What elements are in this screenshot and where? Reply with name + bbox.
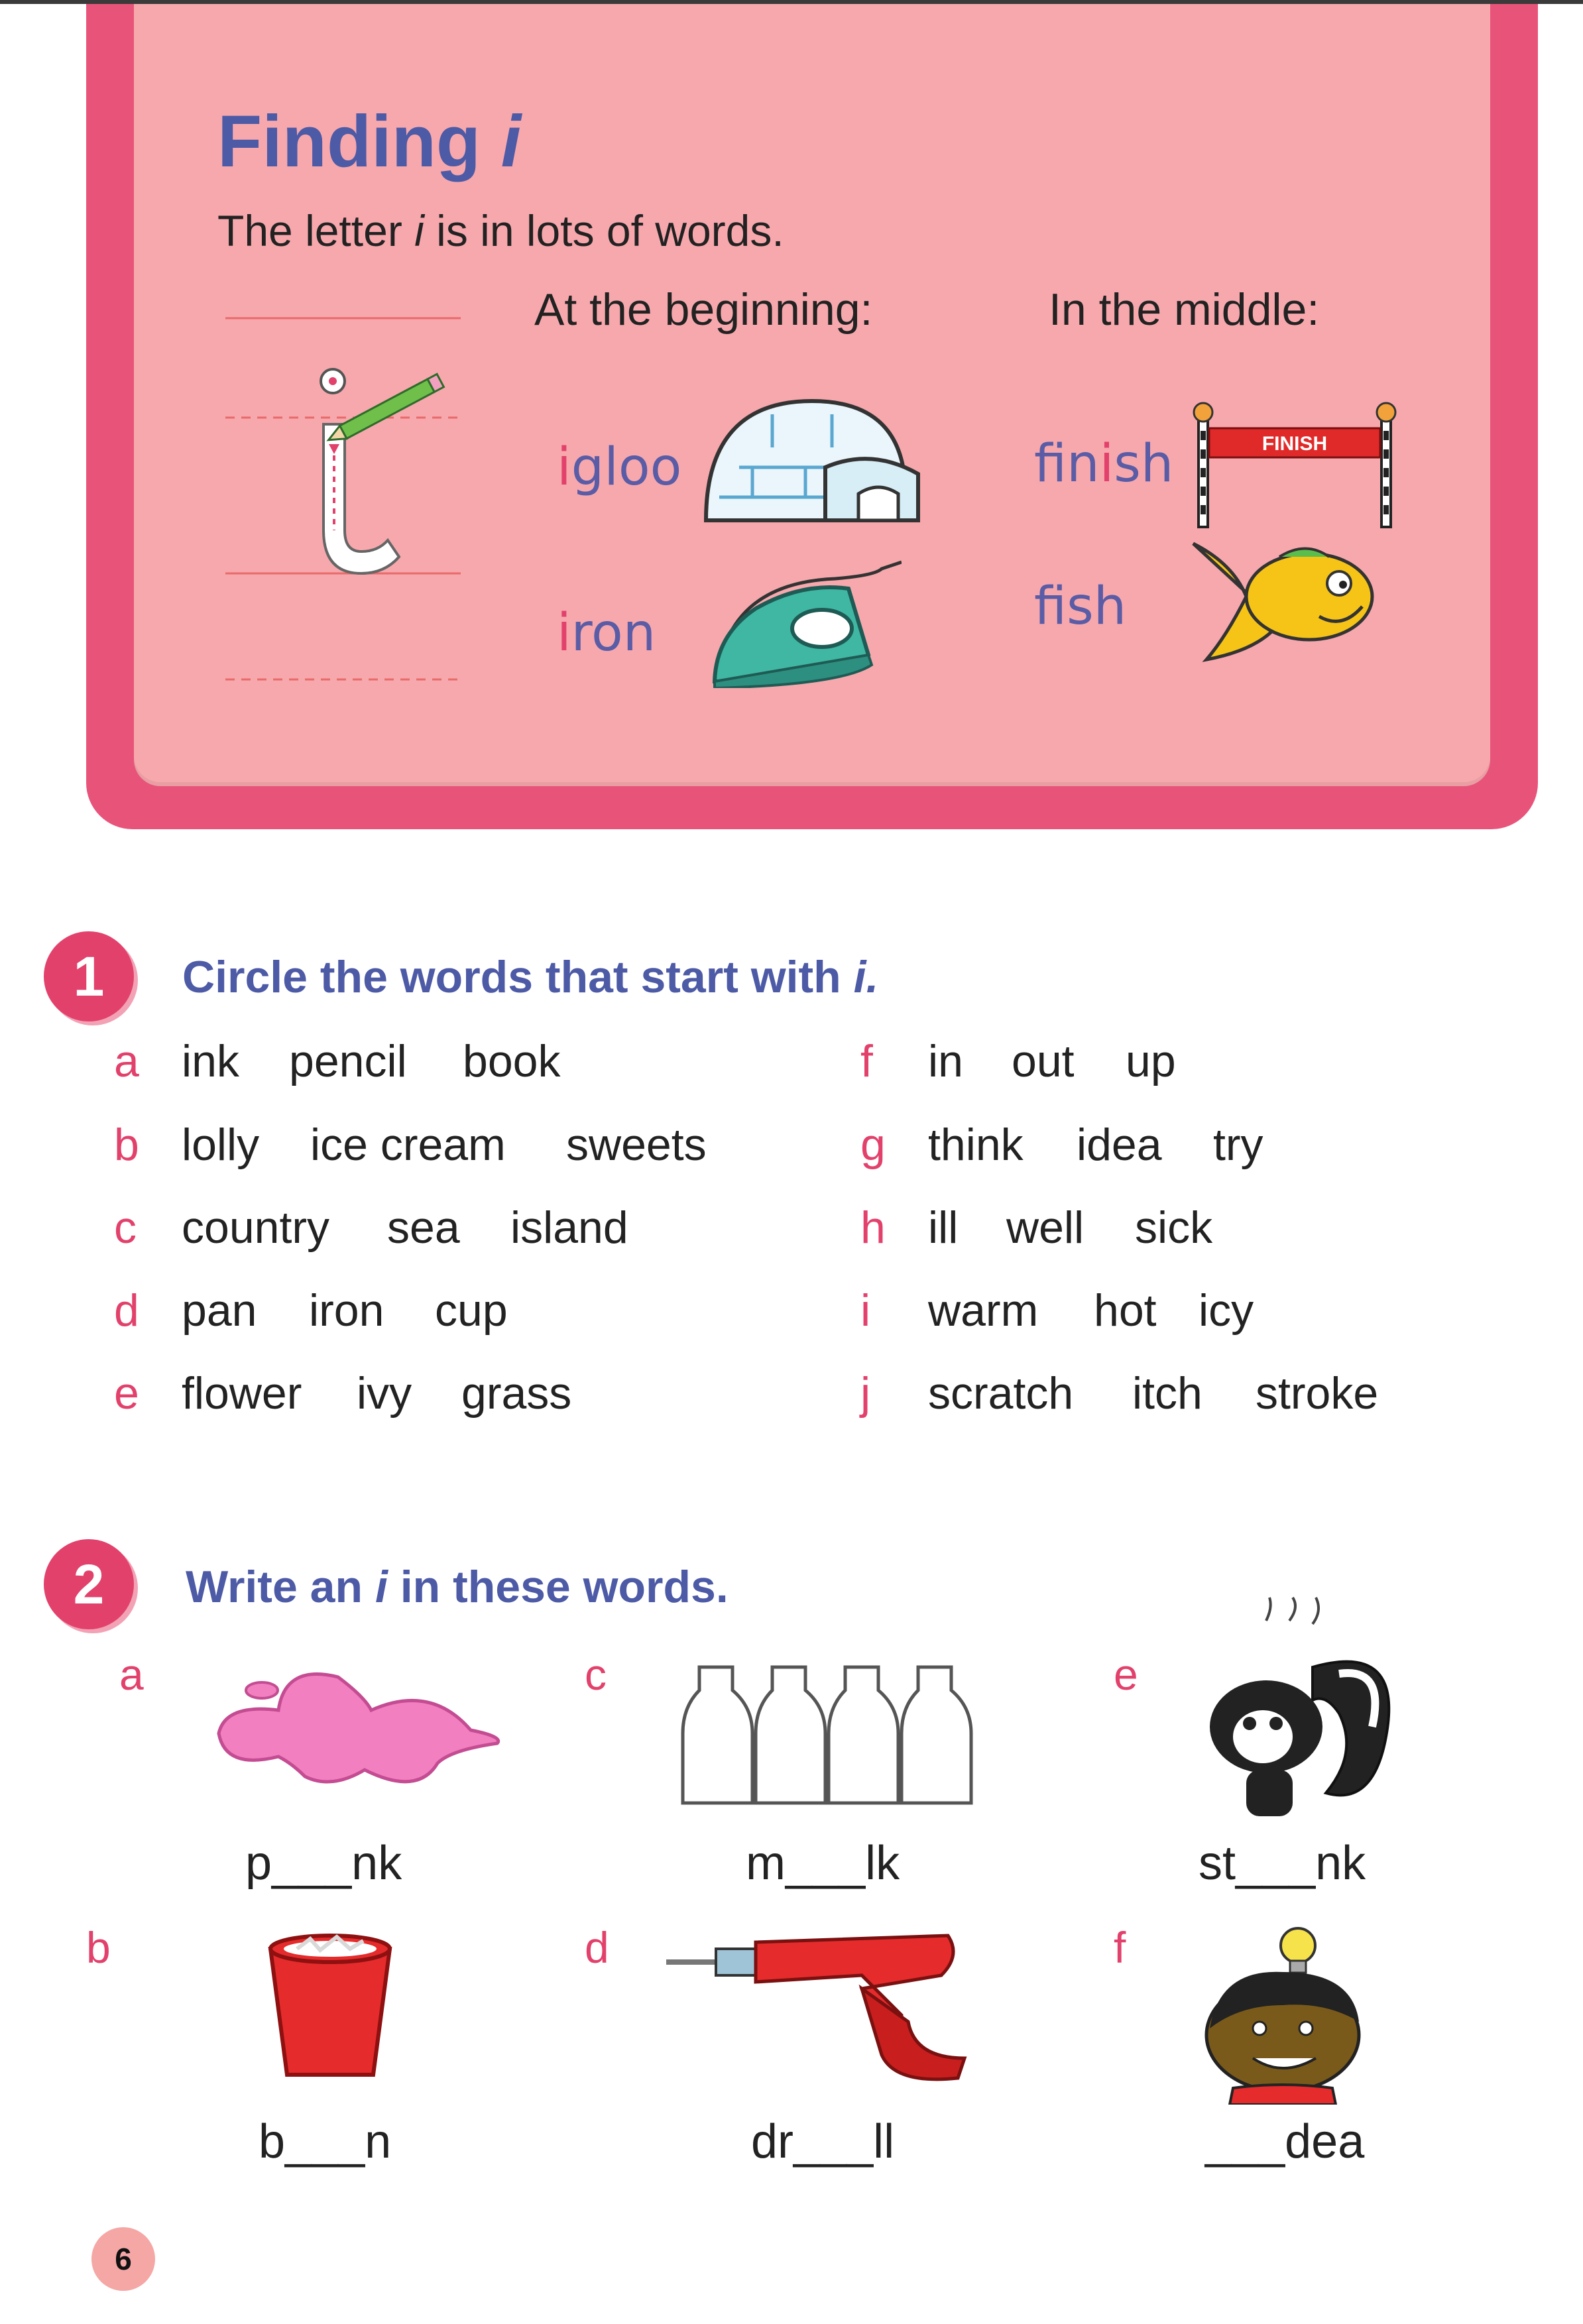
word-iron: iron [557, 603, 656, 663]
finish-line-icon [1185, 398, 1404, 530]
milk-bottles-icon [679, 1660, 984, 1810]
exercise-2-instruction: Write an i in these words. [186, 1562, 729, 1612]
exercise-2-letter-d: d [585, 1923, 609, 1972]
circle-word[interactable]: pencil [289, 1036, 407, 1086]
circle-word[interactable]: ill [928, 1202, 959, 1253]
circle-word[interactable]: well [1006, 1202, 1085, 1253]
exercise-2-number: 2 [44, 1539, 134, 1629]
item-letter: i [860, 1285, 871, 1336]
page-title: Finding i [217, 101, 522, 182]
drill-icon [663, 1929, 974, 2088]
blank-word-d[interactable]: dr___ll [751, 2115, 895, 2168]
word-igloo: igloo [557, 437, 682, 497]
circle-word[interactable]: scratch [928, 1368, 1074, 1419]
letter-i-writing-guide [225, 312, 464, 696]
circle-word[interactable]: iron [309, 1285, 384, 1336]
word-finish: fnish [1034, 434, 1174, 494]
exercise-2-letter-b: b [86, 1923, 111, 1972]
word-fish: fsh [1034, 577, 1127, 636]
exercise-2-letter-e: e [1114, 1650, 1138, 1699]
exercise-2-letter-f: f [1114, 1923, 1126, 1972]
item-letter: e [114, 1368, 139, 1419]
circle-word[interactable]: stroke [1256, 1368, 1379, 1419]
exercise-2-letter-a: a [119, 1650, 144, 1699]
circle-word[interactable]: sea [387, 1202, 460, 1253]
blank-word-a[interactable]: p___nk [245, 1837, 402, 1890]
finish-banner-text: FINISH [1261, 433, 1328, 455]
circle-word[interactable]: country [182, 1202, 329, 1253]
exercise-1-instruction: Circle the words that start with i. [182, 952, 879, 1002]
item-letter: c [114, 1202, 137, 1253]
item-letter: g [860, 1120, 886, 1170]
circle-word[interactable]: try [1213, 1120, 1263, 1170]
circle-word[interactable]: warm [928, 1285, 1039, 1336]
bin-icon [264, 1929, 396, 2078]
circle-word[interactable]: icy [1199, 1285, 1254, 1336]
boy-idea-icon [1193, 1922, 1372, 2105]
circle-word[interactable]: pan [182, 1285, 257, 1336]
blank-word-f[interactable]: ___dea [1205, 2115, 1365, 2168]
item-letter: j [860, 1368, 871, 1419]
exercise-2-letter-c: c [585, 1650, 607, 1699]
circle-word[interactable]: book [463, 1036, 561, 1086]
item-letter: d [114, 1285, 139, 1336]
circle-word[interactable]: out [1012, 1036, 1075, 1086]
skunk-icon [1187, 1594, 1432, 1823]
blank-word-b[interactable]: b___n [259, 2115, 392, 2168]
circle-word[interactable]: cup [435, 1285, 508, 1336]
circle-word[interactable]: sick [1135, 1202, 1213, 1253]
circle-word[interactable]: island [510, 1202, 628, 1253]
circle-word[interactable]: lolly [182, 1120, 260, 1170]
circle-word[interactable]: flower [182, 1368, 302, 1419]
page-number: 6 [91, 2227, 155, 2291]
item-letter: f [860, 1036, 873, 1086]
circle-word[interactable]: sweets [566, 1120, 707, 1170]
item-letter: a [114, 1036, 139, 1086]
pink-splat-icon [199, 1657, 510, 1796]
circle-word[interactable]: ivy [357, 1368, 412, 1419]
blank-word-e[interactable]: st___nk [1199, 1837, 1366, 1890]
fish-icon [1187, 530, 1379, 666]
beginning-heading: At the beginning: [534, 284, 873, 335]
circle-word[interactable]: grass [461, 1368, 572, 1419]
circle-word[interactable]: itch [1132, 1368, 1202, 1419]
circle-word[interactable]: think [928, 1120, 1024, 1170]
item-letter: h [860, 1202, 886, 1253]
circle-word[interactable]: ice cream [310, 1120, 506, 1170]
iron-icon [709, 555, 902, 688]
intro-text: The letter i is in lots of words. [217, 206, 784, 255]
circle-word[interactable]: in [928, 1036, 963, 1086]
item-letter: b [114, 1120, 139, 1170]
middle-heading: In the middle: [1049, 284, 1320, 335]
circle-word[interactable]: idea [1077, 1120, 1162, 1170]
blank-word-c[interactable]: m___lk [746, 1837, 900, 1890]
circle-word[interactable]: up [1126, 1036, 1176, 1086]
exercise-1-number: 1 [44, 931, 134, 1021]
circle-word[interactable]: ink [182, 1036, 239, 1086]
igloo-icon [699, 388, 925, 530]
circle-word[interactable]: hot [1094, 1285, 1157, 1336]
